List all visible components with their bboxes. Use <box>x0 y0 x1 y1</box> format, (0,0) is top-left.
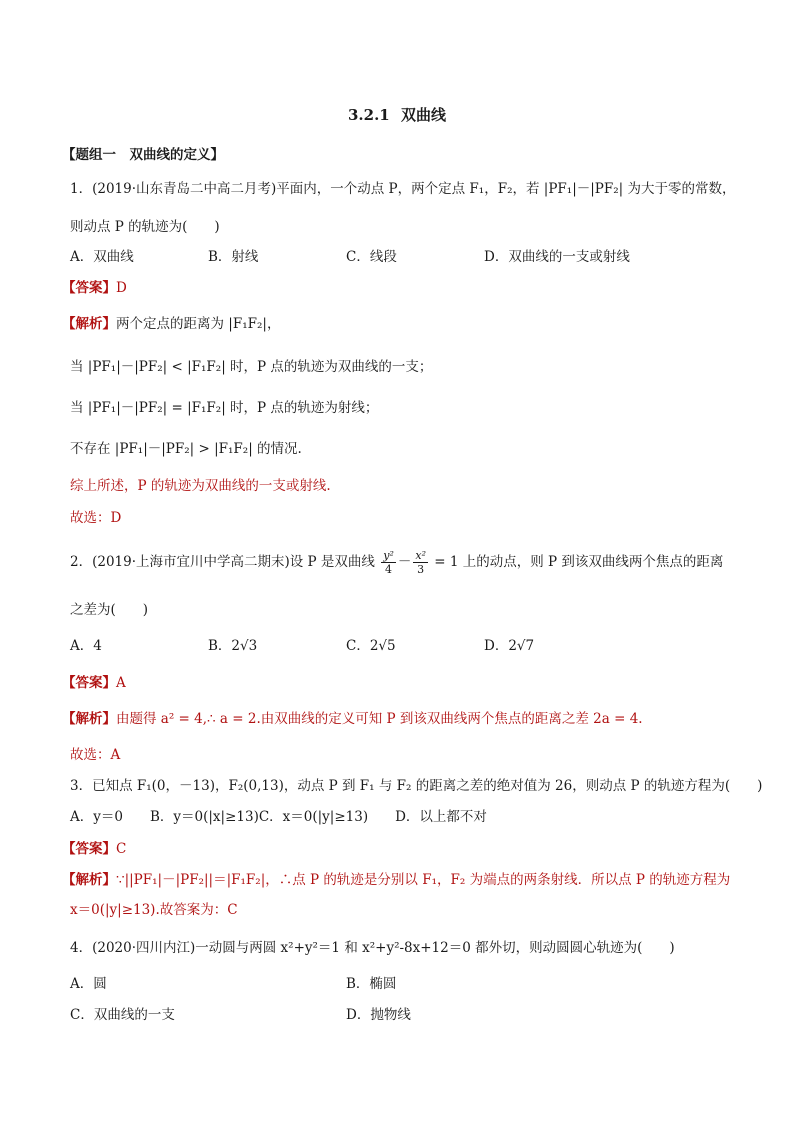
q2-option-d: D．2√7 <box>484 638 535 654</box>
q3-analysis-line2: x＝0(|y|≥13).故答案为：C <box>70 902 238 918</box>
q2-frac2-num: x² <box>415 549 426 562</box>
answer-value: A <box>116 675 126 691</box>
q2-fraction-y <box>381 549 396 576</box>
answer-tag: 【答案】 <box>62 280 116 296</box>
q1-option-c: C．线段 <box>346 249 397 265</box>
q1-stem-line2: 则动点 P 的轨迹为( ) <box>70 219 220 235</box>
q4-stem: 4．(2020·四川内江)一动圆与两圆 x²+y²＝1 和 x²+y²-8x+12＝0 都外切，则动圆圆心轨迹为( ) <box>70 940 675 956</box>
q2-analysis <box>62 710 643 728</box>
q2-frac2-den: 3 <box>417 563 425 576</box>
answer-tag: 【答案】 <box>62 675 116 691</box>
q1-analysis-line5: 综上所述，P 的轨迹为双曲线的一支或射线. <box>70 478 331 494</box>
q2-answer <box>62 674 126 692</box>
q2-minus: － <box>397 554 412 570</box>
analysis-tag: 【解析】 <box>62 872 116 888</box>
q2-stem-prefix: 2．(2019·上海市宜川中学高二期末)设 P 是双曲线 <box>70 554 375 570</box>
q4-option-b: B．椭圆 <box>346 976 397 992</box>
q1-answer <box>62 279 127 297</box>
q2-choice: 故选：A <box>70 747 121 763</box>
q2-frac1-num: y² <box>383 549 394 562</box>
q2-option-a: A．4 <box>70 638 102 654</box>
q2-stem-line1 <box>70 549 723 576</box>
q4-option-c: C．双曲线的一支 <box>70 1007 175 1023</box>
analysis-tag: 【解析】 <box>62 711 116 727</box>
q2-stem-line2: 之差为( ) <box>70 602 149 618</box>
q1-option-b: B．射线 <box>208 249 259 265</box>
q2-option-c: C．2√5 <box>346 638 396 654</box>
q1-stem-line1: 1．(2019·山东青岛二中高二月考)平面内，一个动点 P，两个定点 F₁，F₂，若 |PF₁|－|PF₂| 为大于零的常数， <box>70 181 736 197</box>
q2-option-b: B．2√3 <box>208 638 258 654</box>
page-title <box>0 104 794 125</box>
section-number: 3.2.1 <box>347 106 390 124</box>
q4-option-d: D．抛物线 <box>346 1007 411 1023</box>
q1-analysis-line1 <box>62 315 280 333</box>
answer-tag: 【答案】 <box>62 841 116 857</box>
analysis-text: ∵||PF₁|－|PF₂||＝|F₁F₂|，∴点 P 的轨迹是分别以 F₁，F₂ 为端点的两条射线．所以点 P 的轨迹方程为 <box>116 872 731 888</box>
group-heading: 【题组一 双曲线的定义】 <box>62 147 224 163</box>
q2-fraction-x <box>413 549 428 576</box>
q1-choice: 故选：D <box>70 510 122 526</box>
analysis-text: 由题得 a² = 4,∴ a = 2.由双曲线的定义可知 P 到该双曲线两个焦点的距离之差 2a = 4. <box>116 711 643 727</box>
answer-value: D <box>116 280 127 296</box>
answer-value: C <box>116 841 127 857</box>
analysis-text: 两个定点的距离为 |F₁F₂|， <box>116 316 281 332</box>
q1-analysis-line4: 不存在 |PF₁|－|PF₂| > |F₁F₂| 的情况. <box>70 441 302 457</box>
q2-frac1-den: 4 <box>385 563 393 576</box>
q2-stem-suffix: = 1 上的动点，则 P 到该双曲线两个焦点的距离 <box>434 554 724 570</box>
q3-options: A．y＝0 B．y＝0(|x|≥13)C．x＝0(|y|≥13) D．以上都不对 <box>70 809 487 825</box>
q3-analysis-line1 <box>62 871 730 889</box>
q4-option-a: A．圆 <box>70 976 107 992</box>
q1-option-a: A．双曲线 <box>70 249 134 265</box>
q3-answer <box>62 840 126 858</box>
section-title: 双曲线 <box>400 106 446 124</box>
q1-analysis-line2: 当 |PF₁|－|PF₂| < |F₁F₂| 时，P 点的轨迹为双曲线的一支； <box>70 359 433 375</box>
q1-analysis-line3: 当 |PF₁|－|PF₂| = |F₁F₂| 时，P 点的轨迹为射线； <box>70 400 379 416</box>
q1-option-d: D．双曲线的一支或射线 <box>484 249 630 265</box>
q3-stem: 3．已知点 F₁(0，－13)，F₂(0,13)，动点 P 到 F₁ 与 F₂ 的距离之差的绝对值为 26，则动点 P 的轨迹方程为( ) <box>70 778 763 794</box>
analysis-tag: 【解析】 <box>62 316 116 332</box>
